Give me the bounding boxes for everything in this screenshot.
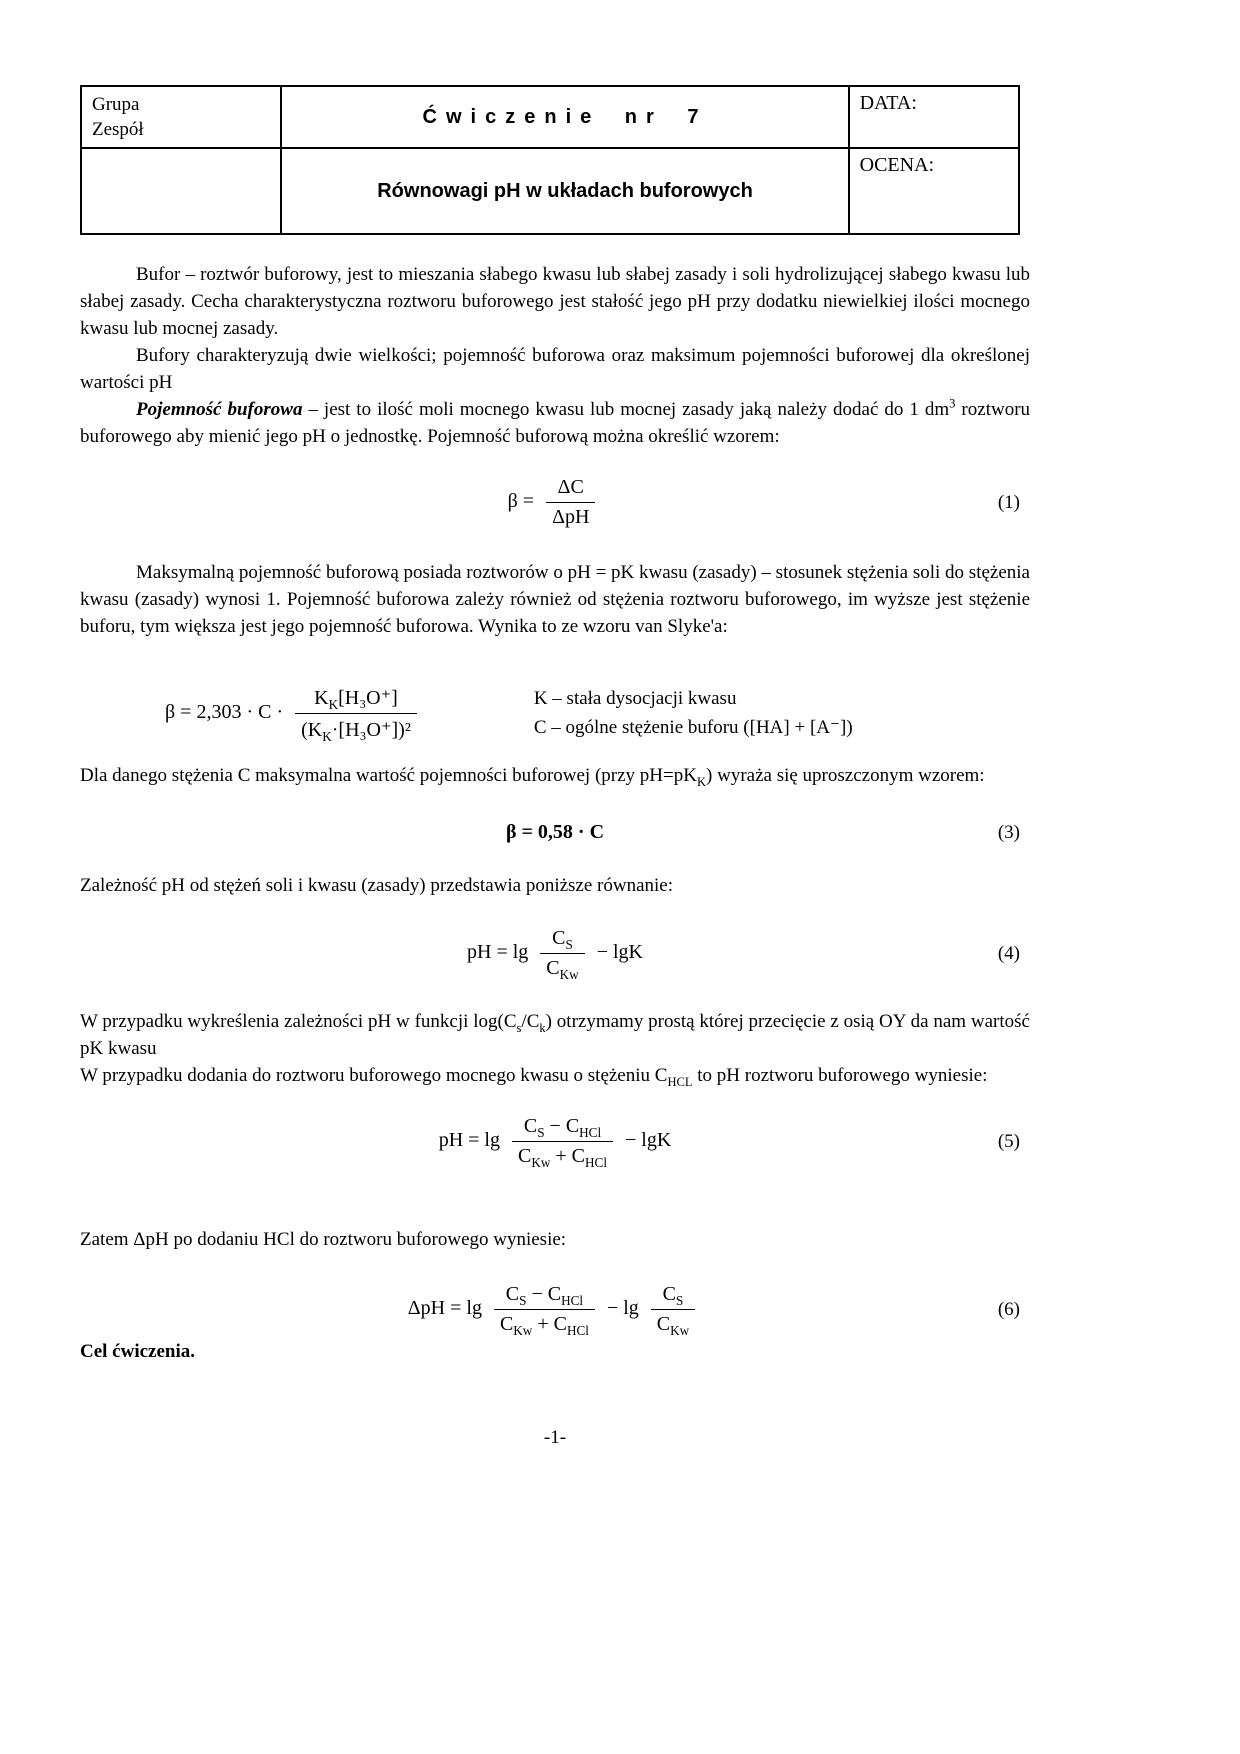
p7-subscript-s: s: [516, 1020, 522, 1035]
eq6-middle: − lg: [606, 1297, 639, 1320]
header-row-1: [81, 86, 1019, 148]
eq2-lhs: β = 2,303 · C ·: [165, 700, 284, 723]
equation-4-formula: [467, 927, 643, 980]
paragraph-simplified-formula: [80, 762, 1030, 789]
date-cell: [849, 86, 1019, 148]
eq2-num-base: K: [314, 686, 329, 709]
p7-text-b: /C: [521, 1011, 540, 1032]
paragraph-buffer-capacity: [80, 396, 1030, 450]
eq4-tail: − lgK: [596, 941, 643, 964]
exercise-title: Ćwiczenie nr 7: [422, 105, 708, 128]
equation-5: [80, 1115, 1030, 1168]
paragraph-buffer-properties: Bufory charakteryzują dwie wielkości; pojemność buforowa oraz maksimum pojemności buforowej dla określonej wartości pH: [80, 345, 1030, 393]
eq2-num-subscript: K: [328, 696, 339, 712]
empty-cell: [81, 148, 281, 234]
p8-text-b: to pH roztworu buforowego wyniesie:: [692, 1065, 988, 1086]
eq5-num-base2: C: [565, 1115, 580, 1137]
eq6-lhs: ΔpH = lg: [407, 1297, 482, 1320]
eq5-fraction: [512, 1115, 613, 1168]
eq6-num1-base2: C: [547, 1283, 562, 1305]
eq2-den-tail: ·[H₃O⁺])²: [331, 718, 411, 741]
equation-4-number: (4): [997, 942, 1020, 964]
eq6-den2-subscript: Kw: [670, 1323, 690, 1338]
equation-2-formula: [165, 685, 424, 742]
eq4-den-base: C: [546, 957, 560, 979]
equation-1-formula: [508, 476, 603, 529]
eq5-num-operator: −: [544, 1115, 566, 1137]
p8-subscript-hcl: HCL: [667, 1074, 693, 1089]
eq5-num-sub2: HCl: [579, 1125, 602, 1140]
exercise-title-cell: [281, 86, 848, 148]
eq2-den-subscript: K: [322, 728, 332, 744]
equation-6-formula: [408, 1283, 702, 1336]
eq6-fraction-1: [494, 1283, 595, 1336]
paragraph-buffer-definition: Bufor – roztwór buforowy, jest to mieszania słabego kwasu lub słabej zasady i soli hydrolizującej słabego kwasu lub słabej zasady. Cecha charakterystyczna roztworu buforowego jest stałość jego pH przy dodatku niewielkiej ilości mocnego kwasu lub mocnej zasady.: [80, 264, 1030, 339]
paragraph-delta-ph: Zatem ΔpH po dodaniu HCl do roztworu buforowego wyniesie:: [80, 1229, 567, 1250]
header-table: [80, 85, 1020, 235]
team-label: Zespół: [92, 119, 144, 140]
eq5-num-sub1: S: [537, 1125, 545, 1140]
paragraph-log-plot: [80, 1008, 1030, 1062]
eq4-fraction: [540, 927, 584, 980]
eq6-den1-base2: C: [553, 1313, 567, 1335]
eq2-legend-c: C – ogólne stężenie buforu ([HA] + [A⁻]): [533, 717, 853, 738]
group-team-cell: [81, 86, 281, 148]
equation-5-number: (5): [997, 1130, 1020, 1152]
eq6-num1-sub2: HCl: [561, 1293, 584, 1308]
equation-1: [80, 476, 1030, 529]
eq2-legend-k: K – stała dysocjacji kwasu: [533, 688, 737, 709]
eq2-num-tail: [H₃O⁺]: [338, 686, 398, 709]
eq6-den2-base: C: [656, 1313, 671, 1335]
eq6-num2-subscript: S: [676, 1293, 684, 1308]
p7-subscript-k: k: [539, 1020, 546, 1035]
equation-6-number: (6): [997, 1298, 1020, 1320]
equation-2-block: [80, 684, 1030, 742]
eq6-den1-sub1: Kw: [513, 1323, 533, 1338]
eq5-den-base1: C: [517, 1145, 532, 1167]
equation-1-number: (1): [997, 491, 1020, 513]
eq2-denominator: [295, 714, 417, 742]
equation-3-formula: β = 0,58 · C: [505, 821, 605, 843]
page-number: -1-: [543, 1427, 567, 1448]
grade-cell: [849, 148, 1019, 234]
eq6-num2-base: C: [662, 1283, 676, 1305]
eq5-lhs: pH = lg: [438, 1129, 500, 1152]
p3-superscript-3: 3: [949, 396, 956, 411]
eq4-den-subscript: Kw: [559, 967, 579, 982]
eq6-den1-sub2: HCl: [566, 1323, 589, 1338]
eq5-den-sub2: HCl: [585, 1155, 607, 1170]
eq6-numerator-2: [651, 1283, 695, 1310]
p5-subscript-k: K: [696, 774, 707, 789]
p7-text-a: W przypadku wykreślenia zależności pH w funkcji log(C: [80, 1011, 517, 1032]
eq2-numerator: [295, 685, 417, 714]
date-label: DATA:: [859, 92, 917, 114]
eq6-num1-base1: C: [505, 1283, 520, 1305]
goal-heading: Cel ćwiczenia.: [80, 1341, 196, 1362]
eq5-den-base2: C: [571, 1145, 586, 1167]
eq6-num1-operator: −: [526, 1283, 548, 1305]
equation-2-legend: [534, 684, 853, 742]
paragraph-hcl-addition: [80, 1062, 1030, 1089]
group-label: Grupa: [92, 94, 140, 115]
equation-3-number: (3): [997, 821, 1020, 843]
eq4-lhs: pH = lg: [467, 941, 529, 964]
eq4-num-base: C: [552, 927, 566, 949]
p3-text-a: – jest to ilość moli mocnego kwasu lub mocnej zasady jaką należy dodać do 1 dm: [302, 399, 950, 420]
eq4-num-subscript: S: [565, 937, 573, 952]
p5-text-a: Dla danego stężenia C maksymalna wartość pojemności buforowej (przy pH=pK: [80, 765, 697, 786]
equation-3: [80, 821, 1030, 844]
eq4-numerator: [540, 927, 584, 954]
eq6-den1-base1: C: [499, 1313, 514, 1335]
eq2-fraction: [295, 685, 417, 742]
eq2-den-base: (K: [301, 718, 323, 741]
equation-6: [80, 1283, 1030, 1336]
document-content: [80, 85, 1030, 1449]
eq1-numerator: ΔC: [546, 476, 595, 503]
eq5-den-sub1: Kw: [531, 1155, 551, 1170]
eq5-num-base1: C: [523, 1115, 538, 1137]
eq1-denominator: ΔpH: [552, 506, 590, 528]
paragraph-ph-dependence: Zależność pH od stężeń soli i kwasu (zasady) przedstawia poniższe równanie:: [80, 875, 674, 896]
equation-4: [80, 927, 1030, 980]
header-row-2: [81, 148, 1019, 234]
subject-title: Równowagi pH w układach buforowych: [377, 179, 753, 202]
equation-5-formula: [439, 1115, 672, 1168]
grade-label: OCENA:: [859, 154, 935, 176]
eq6-denominator-1: [494, 1310, 595, 1336]
eq5-denominator: [512, 1142, 613, 1168]
eq4-denominator: [540, 954, 584, 980]
p7-text-c: ) otrzymamy prostą której przecięcie z osią OY da nam wartość pK kwasu: [80, 1011, 1030, 1059]
eq5-numerator: [512, 1115, 613, 1142]
eq6-den1-operator: +: [532, 1313, 554, 1335]
paragraph-van-slyke: Maksymalną pojemność buforową posiada roztworów o pH = pK kwasu (zasady) – stosunek stężenia soli do stężenia kwasu (zasady) wynosi 1. Pojemność buforowa zależy również od stężenia roztworu buforowego, im wyższe jest stężenie buforu, tym większa jest jego pojemność buforowa. Wynika to ze wzoru van Slyke'a:: [80, 562, 1030, 637]
p5-text-b: ) wyraża się uproszczonym wzorem:: [706, 765, 985, 786]
eq6-num1-sub1: S: [519, 1293, 527, 1308]
subject-title-cell: [281, 148, 848, 234]
eq6-denominator-2: [651, 1310, 695, 1336]
eq5-den-operator: +: [550, 1145, 572, 1167]
eq6-numerator-1: [494, 1283, 595, 1310]
p8-text-a: W przypadku dodania do roztworu buforowego mocnego kwasu o stężeniu C: [80, 1065, 668, 1086]
buffer-capacity-term: Pojemność buforowa: [136, 399, 303, 420]
eq1-lhs: β =: [507, 490, 535, 513]
eq1-fraction: [546, 476, 595, 529]
p3-text-b: roztworu buforowego aby mienić jego pH o jednostkę. Pojemność buforową można określić wzorem:: [80, 399, 1031, 447]
eq5-tail: − lgK: [625, 1129, 672, 1152]
eq6-fraction-2: [651, 1283, 695, 1336]
